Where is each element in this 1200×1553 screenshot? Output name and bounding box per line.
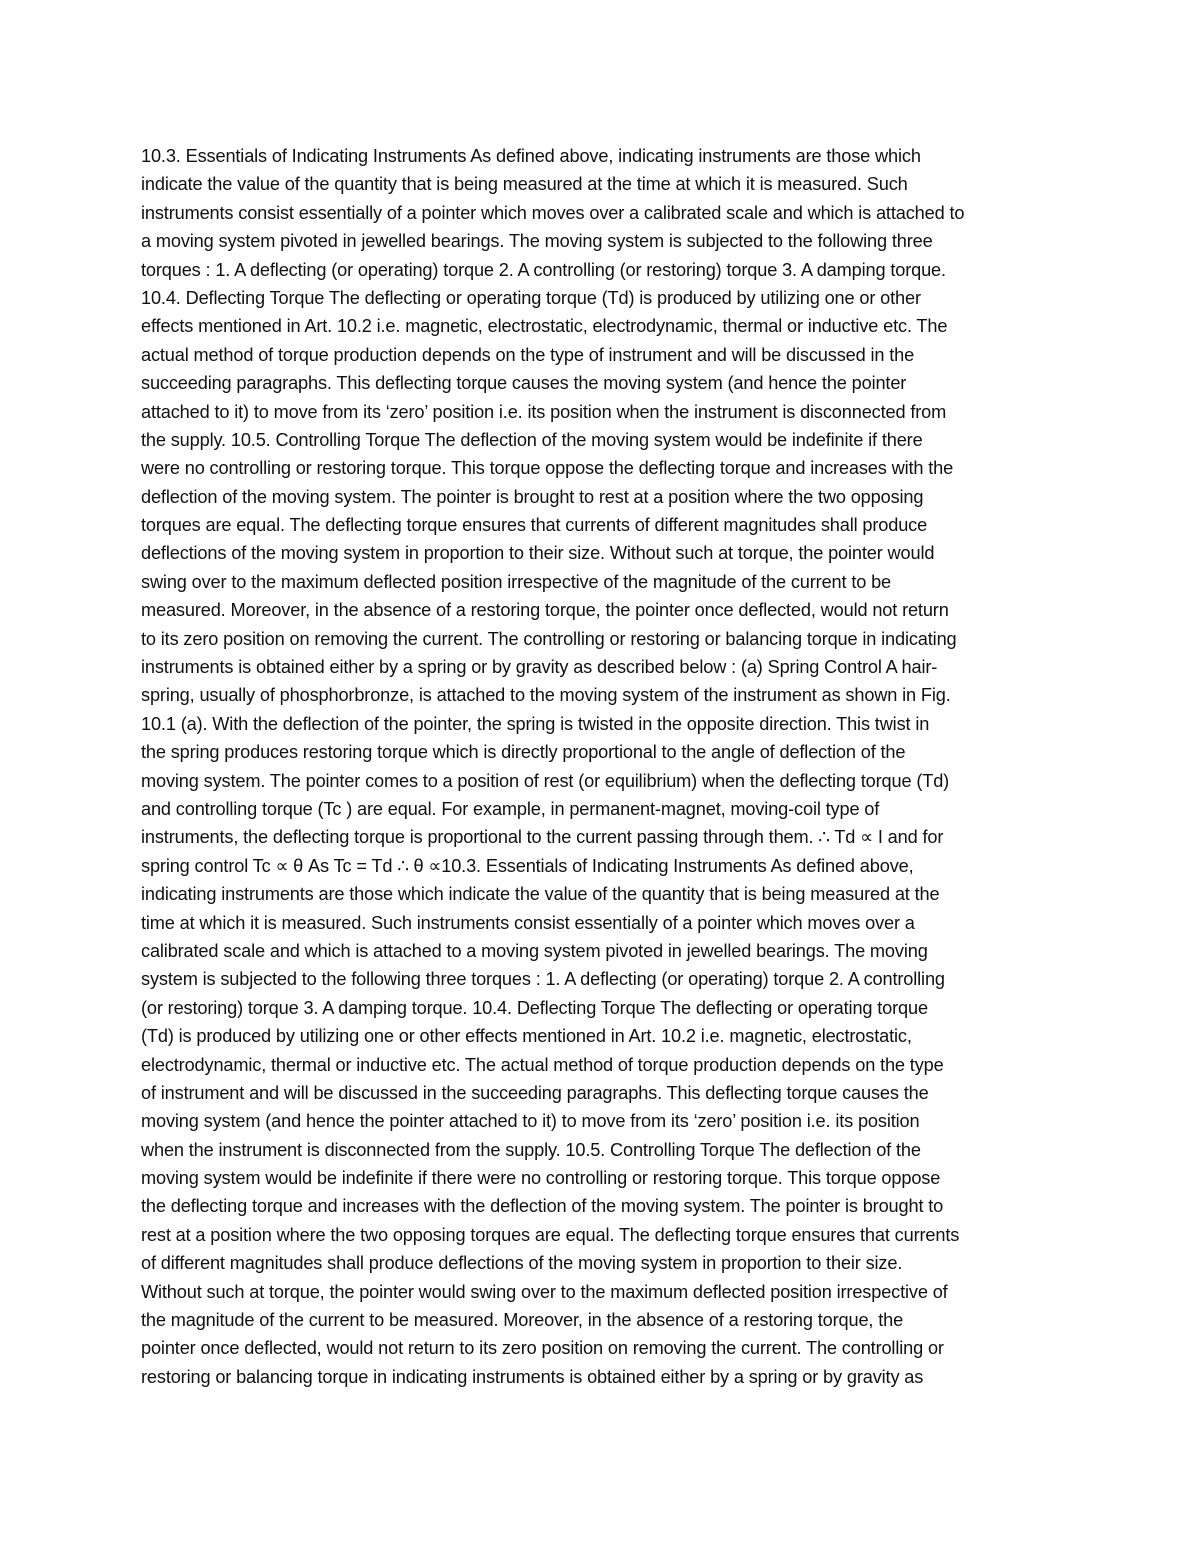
text-line: spring, usually of phosphorbronze, is attached to the moving system of the instrument as shown in Fig. bbox=[141, 685, 951, 706]
text-line: 10.1 (a). With the deflection of the pointer, the spring is twisted in the opposite direction. This twist in bbox=[141, 713, 930, 734]
text-line: actual method of torque production depends on the type of instrument and will be discussed in the bbox=[141, 344, 915, 365]
text-line: deflection of the moving system. The pointer is brought to rest at a position where the two opposing bbox=[141, 486, 924, 507]
text-line: were no controlling or restoring torque. This torque oppose the deflecting torque and increases with the bbox=[141, 458, 954, 479]
text-line: moving system (and hence the pointer attached to it) to move from its ‘zero’ position i.e. its position bbox=[141, 1111, 920, 1132]
text-line: 10.4. Deflecting Torque The deflecting or operating torque (Td) is produced by utilizing one or other bbox=[141, 287, 921, 308]
text-line: moving system would be indefinite if there were no controlling or restoring torque. This torque oppose bbox=[141, 1168, 941, 1189]
text-line: Without such at torque, the pointer would swing over to the maximum deflected position irrespective of bbox=[141, 1281, 948, 1302]
text-line: and controlling torque (Tc ) are equal. For example, in permanent-magnet, moving-coil type of bbox=[141, 798, 880, 819]
text-line: of instrument and will be discussed in the succeeding paragraphs. This deflecting torque causes the bbox=[141, 1082, 929, 1103]
text-line: moving system. The pointer comes to a position of rest (or equilibrium) when the deflecting torque (Td) bbox=[141, 770, 950, 791]
text-line: swing over to the maximum deflected position irrespective of the magnitude of the current to be bbox=[141, 571, 892, 592]
text-line: indicating instruments are those which indicate the value of the quantity that is being measured at the bbox=[141, 884, 940, 905]
text-line: of different magnitudes shall produce deflections of the moving system in proportion to their size. bbox=[141, 1253, 903, 1274]
text-line: instruments, the deflecting torque is proportional to the current passing through them. ∴ Td ∝ I and for bbox=[141, 827, 944, 848]
text-line: spring control Tc ∝ θ As Tc = Td ∴ θ ∝10.3. Essentials of Indicating Instruments As defined above, bbox=[141, 855, 914, 876]
text-line: effects mentioned in Art. 10.2 i.e. magnetic, electrostatic, electrodynamic, thermal or inductive etc. The bbox=[141, 316, 948, 337]
text-line: attached to it) to move from its ‘zero’ position i.e. its position when the instrument is disconnected from bbox=[141, 401, 947, 422]
text-line: the magnitude of the current to be measured. Moreover, in the absence of a restoring torque, the bbox=[141, 1310, 904, 1331]
text-line: deflections of the moving system in proportion to their size. Without such at torque, the pointer would bbox=[141, 543, 935, 564]
text-line: instruments consist essentially of a pointer which moves over a calibrated scale and which is attached to bbox=[141, 202, 965, 223]
text-line: torques : 1. A deflecting (or operating) torque 2. A controlling (or restoring) torque 3. A damping torque. bbox=[141, 259, 946, 280]
text-line: measured. Moreover, in the absence of a restoring torque, the pointer once deflected, would not return bbox=[141, 600, 949, 621]
text-line: succeeding paragraphs. This deflecting torque causes the moving system (and hence the pointer bbox=[141, 373, 907, 394]
text-line: the spring produces restoring torque which is directly proportional to the angle of deflection of the bbox=[141, 742, 906, 763]
text-line: pointer once deflected, would not return to its zero position on removing the current. The controlling or bbox=[141, 1338, 944, 1359]
text-line: rest at a position where the two opposing torques are equal. The deflecting torque ensures that currents bbox=[141, 1224, 960, 1245]
text-line: 10.3. Essentials of Indicating Instruments As defined above, indicating instruments are those which bbox=[141, 146, 921, 166]
text-line: indicate the value of the quantity that is being measured at the time at which it is measured. Such bbox=[141, 174, 908, 195]
text-line: the supply. 10.5. Controlling Torque The deflection of the moving system would be indefinite if there bbox=[141, 429, 923, 450]
text-line: to its zero position on removing the current. The controlling or restoring or balancing torque in indicating bbox=[141, 628, 957, 649]
text-line: time at which it is measured. Such instruments consist essentially of a pointer which moves over a bbox=[141, 912, 915, 933]
body-text bbox=[141, 142, 1071, 1391]
text-line: a moving system pivoted in jewelled bearings. The moving system is subjected to the following three bbox=[141, 231, 933, 252]
text-line: system is subjected to the following three torques : 1. A deflecting (or operating) torque 2. A controlling bbox=[141, 969, 945, 990]
text-line: (Td) is produced by utilizing one or other effects mentioned in Art. 10.2 i.e. magnetic, electrostatic, bbox=[141, 1026, 912, 1047]
text-line: when the instrument is disconnected from the supply. 10.5. Controlling Torque The deflection of the bbox=[141, 1139, 921, 1160]
text-line: instruments is obtained either by a spring or by gravity as described below : (a) Spring Control A hair- bbox=[141, 657, 938, 678]
text-line: calibrated scale and which is attached to a moving system pivoted in jewelled bearings. The moving bbox=[141, 940, 928, 961]
text-line: torques are equal. The deflecting torque ensures that currents of different magnitudes shall produce bbox=[141, 515, 928, 536]
text-line: electrodynamic, thermal or inductive etc. The actual method of torque production depends on the type bbox=[141, 1054, 944, 1075]
text-line: restoring or balancing torque in indicating instruments is obtained either by a spring or by gravity as bbox=[141, 1366, 924, 1387]
text-line: the deflecting torque and increases with the deflection of the moving system. The pointer is brought to bbox=[141, 1196, 944, 1217]
text-line: (or restoring) torque 3. A damping torque. 10.4. Deflecting Torque The deflecting or operating torque bbox=[141, 997, 928, 1018]
